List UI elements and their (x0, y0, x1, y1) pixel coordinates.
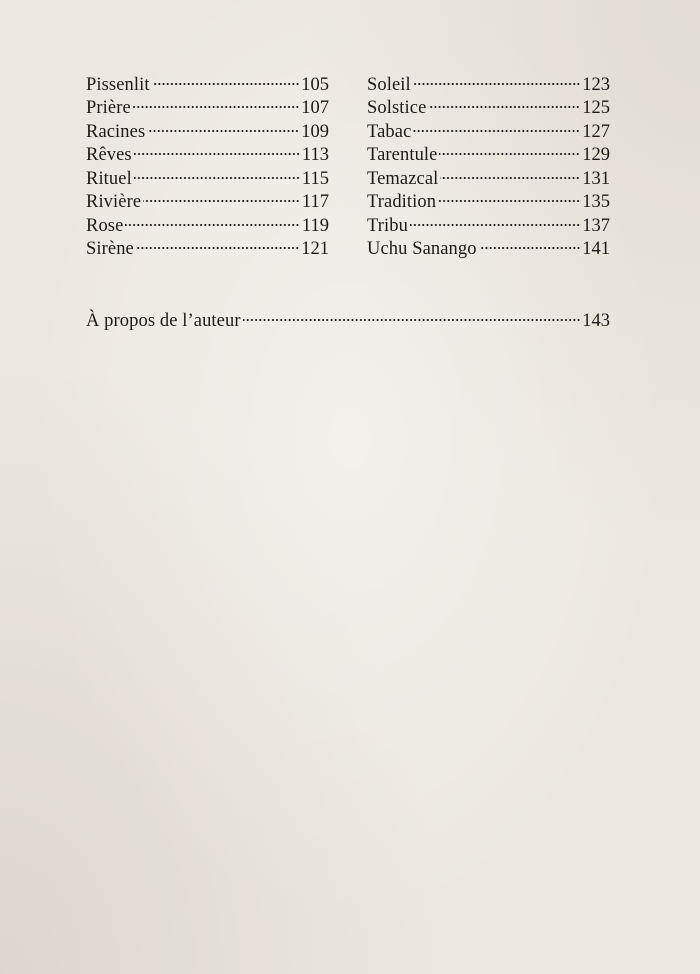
dot-leader (151, 66, 301, 90)
toc-entry-title: Temazcal (367, 168, 439, 189)
dot-leader (124, 207, 301, 231)
dot-leader (146, 113, 300, 137)
toc-entry-title: Racines (86, 121, 146, 142)
toc-entry-title: Pissenlit (86, 74, 150, 95)
toc-right-column (367, 66, 610, 259)
dot-leader (409, 207, 581, 231)
toc-entry-title: Rêves (86, 145, 132, 165)
toc-entry-title: Tradition (367, 192, 437, 212)
toc-entry-page: 137 (582, 215, 610, 236)
toc-entry-title: Tabac (367, 121, 412, 142)
toc-entry-title: Prière (86, 98, 131, 118)
dot-leader (242, 302, 582, 326)
dot-leader (427, 90, 581, 114)
toc-entry-page: 107 (301, 98, 329, 118)
toc-entry[interactable] (367, 66, 610, 95)
toc-entry-page: 131 (582, 168, 610, 189)
dot-leader (133, 160, 301, 184)
dot-leader (133, 137, 301, 161)
toc-entry[interactable] (86, 66, 329, 95)
toc-entry-title: Uchu Sanango (367, 239, 477, 259)
toc-entry-title: Sirène (86, 239, 134, 259)
toc-entry-page: 113 (301, 145, 329, 165)
dot-leader (142, 184, 301, 208)
toc-entry-page: 105 (301, 74, 329, 95)
toc-left-column (86, 66, 329, 259)
dot-leader (132, 90, 300, 114)
table-of-contents (86, 66, 610, 259)
dot-leader (135, 231, 300, 255)
dot-leader (412, 113, 581, 137)
dot-leader (437, 184, 581, 208)
toc-entry-page: 109 (301, 121, 329, 142)
toc-entry-title: Rituel (86, 168, 132, 189)
dot-leader (412, 66, 581, 90)
dot-leader (439, 160, 581, 184)
toc-entry-title: Soleil (367, 74, 411, 95)
toc-entry-title: Tarentule (367, 145, 438, 165)
toc-entry-title: À propos de l’auteur (86, 310, 241, 331)
toc-entry-title: Rose (86, 215, 124, 236)
toc-entry-page: 143 (582, 310, 610, 331)
toc-entry-title: Rivière (86, 192, 142, 212)
toc-entry-page: 141 (582, 239, 610, 259)
toc-entry[interactable] (86, 302, 610, 331)
toc-entry-title: Solstice (367, 98, 427, 118)
toc-entry-page: 119 (301, 215, 329, 236)
dot-leader (478, 231, 582, 255)
toc-entry-page: 135 (582, 192, 610, 212)
toc-entry-page: 127 (582, 121, 610, 142)
toc-entry-page: 129 (582, 145, 610, 165)
dot-leader (438, 137, 581, 161)
toc-entry-page: 123 (582, 74, 610, 95)
toc-entry-page: 121 (301, 239, 329, 259)
toc-entry-page: 125 (582, 98, 610, 118)
toc-entry-title: Tribu (367, 215, 408, 236)
toc-entry-page: 117 (301, 192, 329, 212)
toc-about-author (86, 302, 610, 331)
toc-entry-page: 115 (301, 168, 329, 189)
